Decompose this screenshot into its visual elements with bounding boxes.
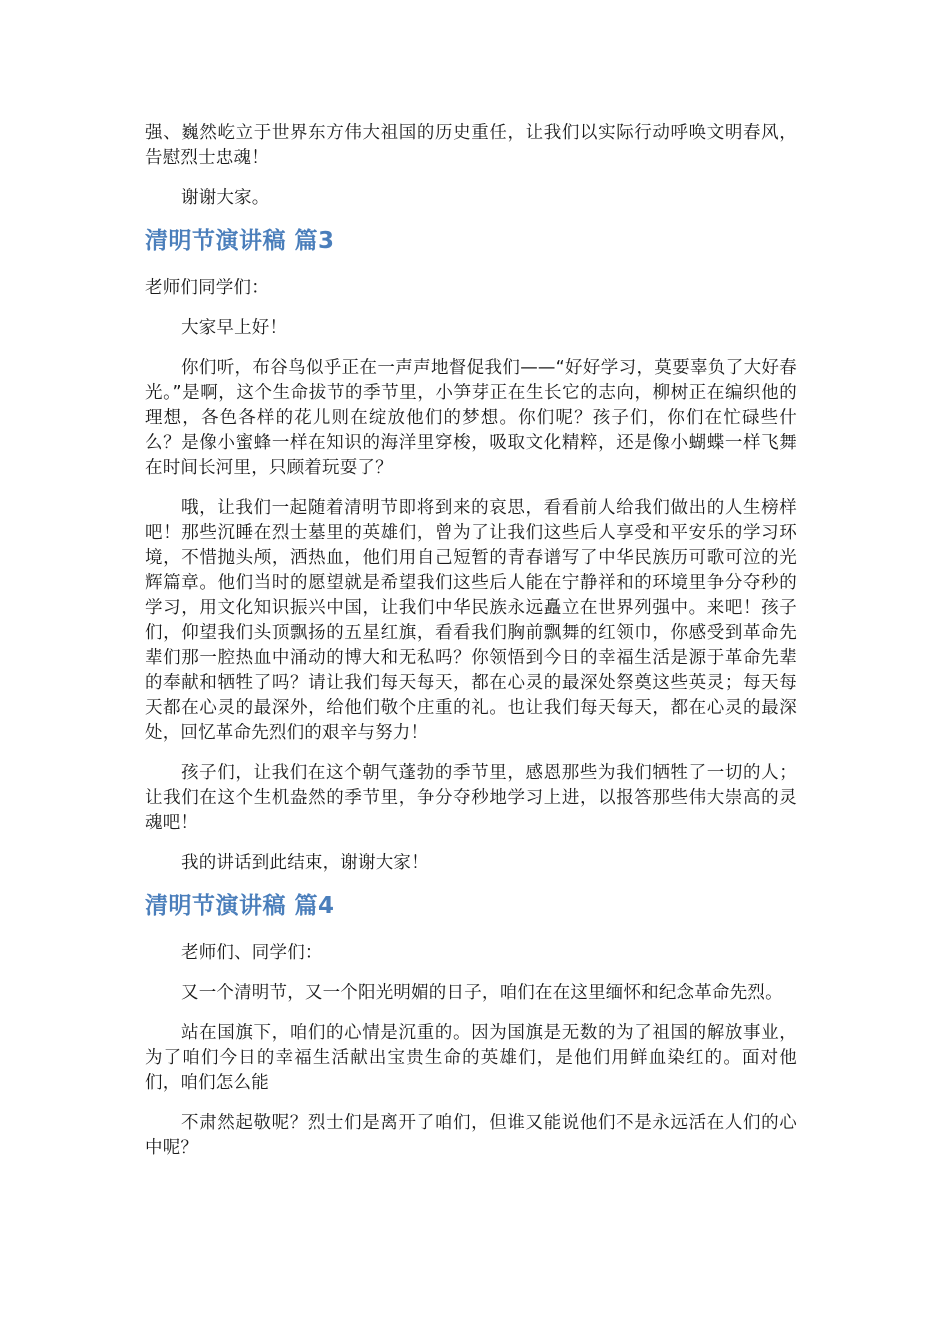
paragraph: 我的讲话到此结束，谢谢大家！ [181, 853, 429, 873]
section-heading: 清明节演讲稿 篇4 [145, 893, 335, 919]
paragraph: 孩子们，让我们在这个朝气蓬勃的季节里，感恩那些为我们牺牲了一切的人；让我们在这个生机盎然的季节里，争分夺秒地学习上进，以报答那些伟大崇高的灵魂吧！ [145, 763, 797, 833]
paragraph: 站在国旗下，咱们的心情是沉重的。因为国旗是无数的为了祖国的解放事业，为了咱们今日的幸福生活献出宝贵生命的英雄们，是他们用鲜血染红的。面对他们，咱们怎么能 [145, 1023, 797, 1093]
section-heading: 清明节演讲稿 篇3 [145, 228, 335, 254]
paragraph: 强、巍然屹立于世界东方伟大祖国的历史重任，让我们以实际行动呼唤文明春风，告慰烈士忠魂！ [145, 123, 797, 168]
paragraph: 不肃然起敬呢？烈士们是离开了咱们，但谁又能说他们不是永远活在人们的心中呢？ [145, 1113, 797, 1158]
document-page [145, 121, 797, 1176]
paragraph: 又一个清明节，又一个阳光明媚的日子，咱们在在这里缅怀和纪念革命先烈。 [181, 983, 783, 1003]
paragraph: 哦，让我们一起随着清明节即将到来的哀思，看看前人给我们做出的人生榜样吧！那些沉睡在烈士墓里的英雄们，曾为了让我们这些后人享受和平安乐的学习环境，不惜抛头颅，洒热血，他们用自己短暂的青春谱写了中华民族历可歌可泣的光辉篇章。他们当时的愿望就是希望我们这些后人能在宁静祥和的环境里争分夺秒的学习，用文化知识振兴中国，让我们中华民族永远矗立在世界列强中。来吧！孩子们，仰望我们头顶飘扬的五星红旗，看看我们胸前飘舞的红领巾，你感受到革命先辈们那一腔热血中涌动的博大和无私吗？你领悟到今日的幸福生活是源于革命先辈的奉献和牺牲了吗？请让我们每天每天，都在心灵的最深处祭奠这些英灵；每天每天都在心灵的最深外，给他们敬个庄重的礼。也让我们每天每天，都在心灵的最深处，回忆革命先烈们的艰辛与努力！ [145, 498, 797, 743]
paragraph: 谢谢大家。 [181, 188, 270, 208]
salutation: 老师们同学们： [145, 278, 269, 298]
salutation: 老师们、同学们： [181, 943, 323, 963]
paragraph: 大家早上好！ [181, 318, 288, 338]
paragraph: 你们听，布谷鸟似乎正在一声声地督促我们——“好好学习，莫要辜负了大好春光。”是啊，这个生命拔节的季节里，小笋芽正在生长它的志向，柳树正在编织他的理想，各色各样的花儿则在绽放他们的梦想。你们呢？孩子们，你们在忙碌些什么？是像小蜜蜂一样在知识的海洋里穿梭，吸取文化精粹，还是像小蝴蝶一样飞舞在时间长河里，只顾着玩耍了？ [145, 358, 797, 478]
